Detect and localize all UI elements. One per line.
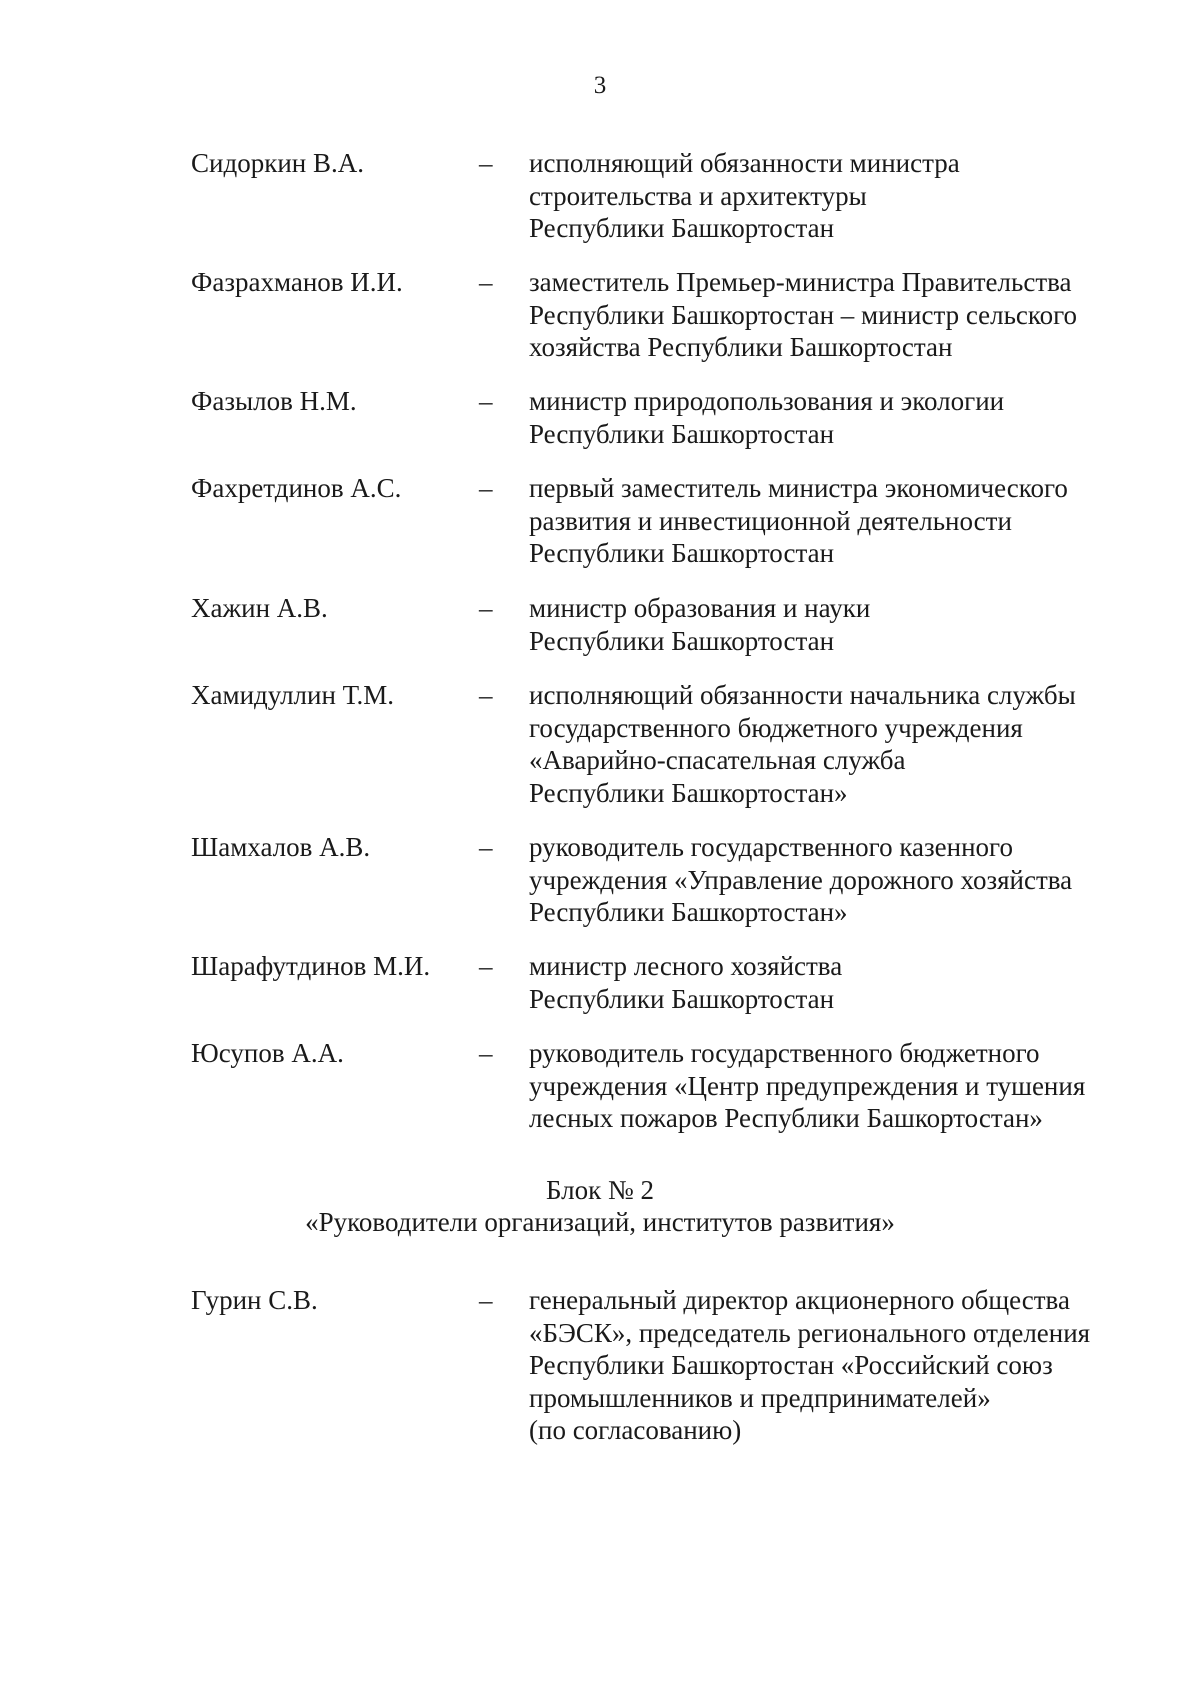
position-description [529, 1037, 1129, 1135]
position-line: заместитель Премьер-министра Правительства [529, 267, 1072, 297]
position-line: Республики Башкортостан [529, 625, 835, 656]
position-line: Республики Башкортостан «Российский союз [529, 1350, 1053, 1380]
person-name: Шамхалов А.В. [191, 832, 371, 862]
position-line: (по согласованию) [529, 1415, 742, 1445]
position-line: «БЭСК», председатель регионального отделения [529, 1317, 1091, 1348]
position-description [529, 472, 1129, 570]
position-description [529, 679, 1129, 809]
position-line: учреждения «Центр предупреждения и тушения [529, 1070, 1086, 1101]
person-name: Хажин А.В. [191, 593, 328, 623]
person-name: Фазрахманов И.И. [191, 267, 403, 297]
position-line: Республики Башкортостан – министр сельского [529, 299, 1078, 330]
list-item [0, 679, 1200, 829]
position-line: Республики Башкортостан» [529, 897, 848, 927]
position-line: руководитель государственного бюджетного [529, 1038, 1040, 1068]
position-description [529, 385, 1129, 450]
person-name: Юсупов А.А. [191, 1038, 344, 1068]
person-name: Сидоркин В.А. [191, 148, 364, 178]
position-line: исполняющий обязанности начальника службы [529, 680, 1076, 710]
position-line: промышленников и предпринимателей» [529, 1382, 991, 1413]
person-name: Фазылов Н.М. [191, 386, 357, 416]
position-line: министр образования и науки [529, 593, 871, 623]
position-description [529, 592, 1129, 657]
position-line: министр природопользования и экологии [529, 386, 1005, 416]
page-number: 3 [593, 72, 607, 99]
position-line: министр лесного хозяйства [529, 951, 843, 981]
position-description [529, 1284, 1129, 1447]
position-line: Республики Башкортостан [529, 983, 835, 1014]
block-subtitle: «Руководители организаций, институтов развития» [305, 1207, 895, 1237]
position-description [529, 831, 1129, 929]
position-line: Республики Башкортостан» [529, 777, 848, 808]
dash-separator: – [479, 951, 493, 981]
list-item [0, 1284, 1200, 1464]
dash-separator: – [479, 593, 493, 623]
dash-separator: – [479, 1038, 493, 1068]
dash-separator: – [479, 473, 493, 503]
position-line: строительства и архитектуры [529, 180, 867, 211]
position-line: первый заместитель министра экономического [529, 473, 1068, 503]
dash-separator: – [479, 148, 493, 178]
position-line: развития и инвестиционной деятельности [529, 505, 1012, 536]
position-line: «Аварийно-спасательная служба [529, 745, 906, 775]
position-description [529, 147, 1129, 245]
dash-separator: – [479, 386, 493, 416]
list-item [0, 1037, 1200, 1187]
block-heading [0, 1174, 1200, 1238]
person-name: Хамидуллин Т.М. [191, 680, 394, 710]
block-title: Блок № 2 [546, 1175, 654, 1205]
position-line: Республики Башкортостан [529, 538, 835, 568]
person-name: Шарафутдинов М.И. [191, 951, 431, 981]
position-description [529, 266, 1129, 364]
position-line: хозяйства Республики Башкортостан [529, 332, 953, 362]
person-name: Гурин С.В. [191, 1285, 318, 1315]
position-line: Республики Башкортостан [529, 213, 835, 243]
position-line: лесных пожаров Республики Башкортостан» [529, 1103, 1043, 1133]
dash-separator: – [479, 832, 493, 862]
dash-separator: – [479, 680, 493, 710]
position-line: руководитель государственного казенного [529, 832, 1013, 862]
position-line: генеральный директор акционерного общества [529, 1285, 1070, 1315]
position-line: государственного бюджетного учреждения [529, 712, 1023, 743]
position-line: исполняющий обязанности министра [529, 148, 960, 178]
position-line: Республики Башкортостан [529, 418, 835, 449]
dash-separator: – [479, 1285, 493, 1315]
dash-separator: – [479, 267, 493, 297]
position-line: учреждения «Управление дорожного хозяйства [529, 864, 1073, 895]
position-description [529, 950, 1129, 1015]
person-name: Фахретдинов А.С. [191, 473, 402, 503]
